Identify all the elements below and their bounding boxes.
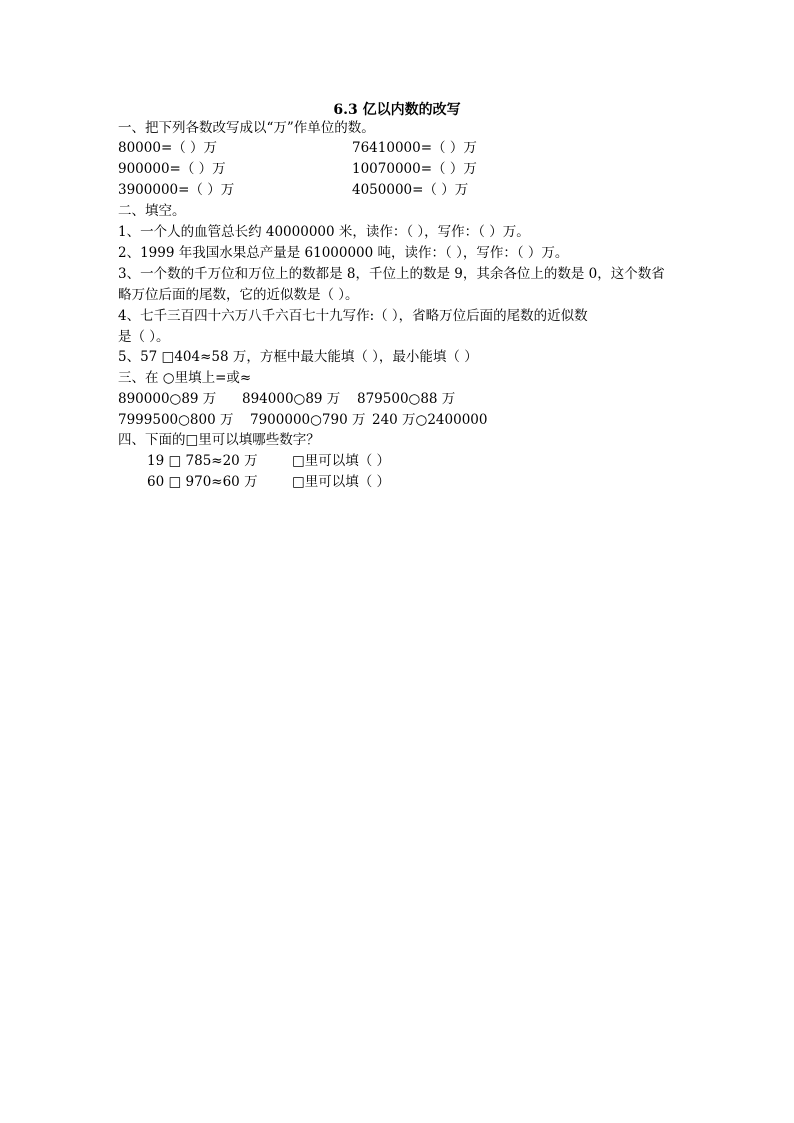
fill-item-5: 5、57 □404≈58 万，方框中最大能填（ ），最小能填（ ）: [118, 349, 478, 365]
section3-heading: 三、在 ○里填上=或≈: [118, 370, 252, 386]
section2-heading: 二、填空。: [118, 203, 186, 219]
fill-item-3-line1: 3、一个数的千万位和万位上的数都是 8，千位上的数是 9，其余各位上的数是 0，这个数省: [118, 266, 665, 282]
section4-heading: 四、下面的□里可以填哪些数字？: [118, 432, 320, 448]
digit-problem-2: 60 □ 970≈60 万: [147, 474, 258, 490]
fill-item-2: 2、1999 年我国水果总产量是 61000000 吨，读作：（ ），写作：（ ）万。: [118, 245, 569, 261]
exercise-1-2: 76410000=（ ）万: [352, 140, 477, 156]
compare-3: 879500○88 万: [357, 391, 456, 407]
exercise-1-4: 10070000=（ ）万: [352, 161, 477, 177]
fill-item-1: 1、一个人的血管总长约 40000000 米，读作：（ ），写作：（ ）万。: [118, 224, 530, 240]
exercise-1-1: 80000=（ ）万: [118, 140, 218, 156]
compare-2: 894000○89 万: [242, 391, 341, 407]
page-title: 6.3 亿以内数的改写: [333, 102, 461, 118]
exercise-1-5: 3900000=（ ）万: [118, 182, 235, 198]
section1-heading: 一、把下列各数改写成以“万”作单位的数。: [118, 120, 375, 136]
compare-5: 7900000○790 万: [250, 412, 366, 428]
compare-4: 7999500○800 万: [118, 412, 234, 428]
exercise-1-3: 900000=（ ）万: [118, 161, 226, 177]
fill-item-4-line1: 4、七千三百四十六万八千六百七十九写作:（ ），省略万位后面的尾数的近似数: [118, 308, 588, 324]
digit-answer-2: □里可以填（ ）: [292, 474, 391, 490]
digit-answer-1: □里可以填（ ）: [292, 453, 391, 469]
compare-1: 890000○89 万: [118, 391, 217, 407]
fill-item-3-line2: 略万位后面的尾数，它的近似数是（ ）。: [118, 287, 359, 303]
compare-6: 240 万○2400000: [372, 412, 488, 428]
fill-item-4-line2: 是（ ）。: [118, 329, 170, 345]
exercise-1-6: 4050000=（ ）万: [352, 182, 469, 198]
digit-problem-1: 19 □ 785≈20 万: [147, 453, 258, 469]
